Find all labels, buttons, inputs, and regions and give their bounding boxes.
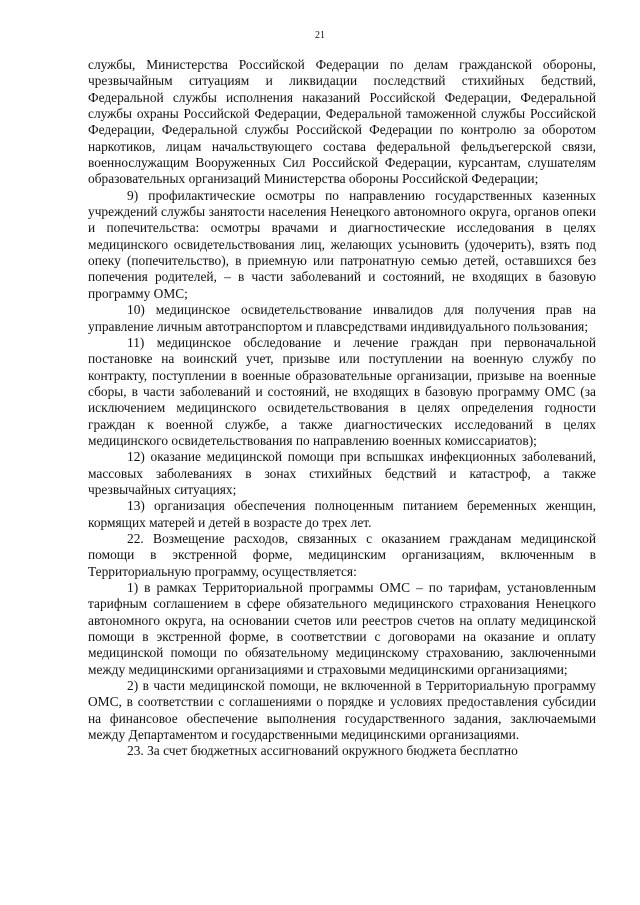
paragraph-section-23: 23. За счет бюджетных ассигнований окружного бюджета бесплатно (127, 743, 518, 759)
paragraph-section-22: 22. Возмещение расходов, связанных с оказанием гражданам медицинской помощи в экстренной форме, медицинским организациям, включенным в Территориальную программу, осуществляется: (88, 530, 596, 579)
paragraph-section-22-item-2: 2) в части медицинской помощи, не включенной в Территориальную программу ОМС, в соответствии с соглашениями о порядке и условиях предоставления субсидии на финансовое обеспечение выполнения государственного задания, заключаемыми между Департаментом и государственными медицинскими организациями. (88, 678, 596, 743)
paragraph-item-10: 10) медицинское освидетельствование инвалидов для получения прав на управление личным автотранспортом и плавсредствами индивидуального пользования; (88, 302, 596, 334)
paragraph-item-12: 12) оказание медицинской помощи при вспышках инфекционных заболеваний, массовых заболеваниях в зонах стихийных бедствий и катастроф, а также чрезвычайных ситуациях; (88, 449, 596, 497)
page-number: 21 (315, 30, 325, 41)
document-body (88, 57, 596, 760)
paragraph-item-11: 11) медицинское обследование и лечение граждан при первоначальной постановке на воинский учет, призыве или поступлении на военную службу по контракту, поступлении в военные образовательные организации, призыве на военные сборы, в части заболеваний и состояний, не входящих в базовую программу ОМС (за исключением медицинского освидетельствования в целях определения годности граждан к военной службе, а также диагностических исследований в целях медицинского освидетельствования по направлению военных комиссариатов); (88, 334, 596, 448)
paragraph-section-22-item-1: 1) в рамках Территориальной программы ОМС – по тарифам, установленным тарифным соглашением в сфере обязательного медицинского страхования Ненецкого автономного округа, на основании счетов или реестров счетов на оплату медицинской помощи в экстренной форме, в соответствии с договорами на оказание и оплату медицинской помощи по обязательному медицинскому страхованию, заключенными между медицинскими организациями и страховыми медицинскими организациями; (88, 580, 596, 677)
paragraph-continuation: службы, Министерства Российской Федерации по делам гражданской обороны, чрезвычайным ситуациям и ликвидации последствий стихийных бедствий, Федеральной службы исполнения наказаний Российской Федерации, Федеральной службы охраны Российской Федерации, Федеральной таможенной службы Российской Федерации, Федеральной службы Российской Федерации по контролю за оборотом наркотиков, лицам начальствующего состава федеральной фельдъегерской связи, военнослужащим Вооруженных Сил Российской Федерации, курсантам, слушателям образовательных организаций Министерства обороны Российской Федерации; (88, 57, 596, 187)
paragraph-item-13: 13) организация обеспечения полноценным питанием беременных женщин, кормящих матерей и детей в возрасте до трех лет. (88, 498, 596, 530)
paragraph-item-9: 9) профилактические осмотры по направлению государственных казенных учреждений службы занятости населения Ненецкого автономного округа, органов опеки и попечительства: осмотры врачами и диагностические исследования в целях медицинского освидетельствования лиц, желающих усыновить (удочерить), взять под опеку (попечительство), в приемную или патронатную семью детей, оставшихся без попечения родителей, – в части заболеваний и состояний, не входящих в базовую программу ОМС; (88, 187, 596, 301)
